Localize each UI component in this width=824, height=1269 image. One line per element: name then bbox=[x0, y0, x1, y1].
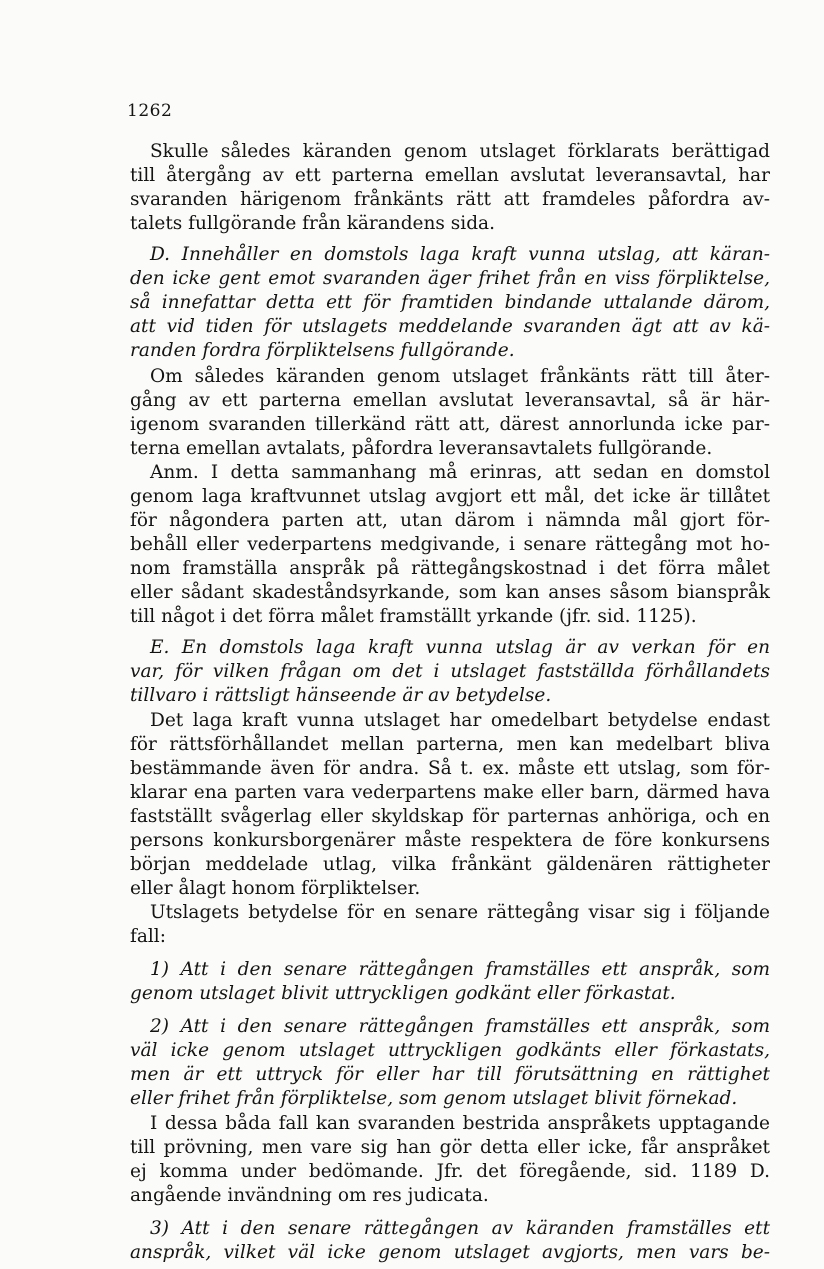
text-line: till något i det förra målet framställt yrkande (jfr. sid. 1125). bbox=[130, 606, 697, 627]
text-line: behåll eller vederpartens medgivande, i senare rättegång mot ho- bbox=[130, 534, 770, 555]
text-line: genom utslaget blivit uttryckligen godkänt eller förkastat. bbox=[130, 983, 676, 1004]
text-line: 3) Att i den senare rättegången av käranden framställes ett bbox=[150, 1218, 770, 1239]
text-line: 1) Att i den senare rättegången framställes ett anspråk, som bbox=[150, 959, 770, 980]
text-line: väl icke genom utslaget uttryckligen godkänts eller förkastats, bbox=[130, 1040, 770, 1061]
page-number: 1262 bbox=[127, 101, 173, 121]
text-line: svaranden härigenom frånkänts rätt att framdeles påfordra av- bbox=[130, 189, 770, 210]
text-line: eller sådant skadeståndsyrkande, som kan anses såsom bianspråk bbox=[130, 582, 770, 603]
text-line: gång av ett parterna emellan avslutat leveransavtal, så är här- bbox=[130, 390, 770, 411]
text-line: persons konkursborgenärer måste respektera de före konkursens bbox=[130, 830, 770, 851]
text-line: till återgång av ett parterna emellan avslutat leveransavtal, har bbox=[130, 165, 770, 186]
text-line: igenom svaranden tillerkänd rätt att, därest annorlunda icke par- bbox=[130, 414, 770, 435]
text-line: 2) Att i den senare rättegången framställes ett anspråk, som bbox=[150, 1016, 770, 1037]
text-line: klarar ena parten vara vederpartens make eller barn, därmed hava bbox=[130, 782, 770, 803]
text-line: talets fullgörande från kärandens sida. bbox=[130, 213, 495, 234]
text-line: men är ett uttryck för eller har till förutsättning en rättighet bbox=[130, 1064, 770, 1085]
text-line: Anm. I detta sammanhang må erinras, att sedan en domstol bbox=[150, 462, 770, 483]
text-line: eller frihet från förpliktelse, som genom utslaget blivit förnekad. bbox=[130, 1088, 738, 1109]
text-line: så innefattar detta ett för framtiden bindande uttalande därom, bbox=[130, 292, 770, 313]
text-line: nom framställa anspråk på rättegångskostnad i det förra målet bbox=[130, 558, 770, 579]
text-line: eller ålagt honom förpliktelser. bbox=[130, 878, 421, 899]
text-line: början meddelade utlag, vilka frånkänt gäldenären rättigheter bbox=[130, 854, 770, 875]
text-line: var, för vilken frågan om det i utslaget fastställda förhållandets bbox=[130, 661, 770, 682]
text-line: Skulle således käranden genom utslaget förklarats berättigad bbox=[150, 141, 770, 162]
text-line: till prövning, men vare sig han gör detta eller icke, får anspråket bbox=[130, 1137, 770, 1158]
text-line: bestämmande även för andra. Så t. ex. måste ett utslag, som för- bbox=[130, 758, 770, 779]
text-line: D. Innehåller en domstols laga kraft vunna utslag, att käran- bbox=[150, 244, 770, 265]
text-line: för någondera parten att, utan därom i nämnda mål gjort för- bbox=[130, 510, 770, 531]
text-line: Det laga kraft vunna utslaget har omedelbart betydelse endast bbox=[150, 710, 770, 731]
text-line: att vid tiden för utslagets meddelande svaranden ägt att av kä- bbox=[130, 316, 770, 337]
text-line: Om således käranden genom utslaget frånkänts rätt till åter- bbox=[150, 366, 770, 387]
text-line: den icke gent emot svaranden äger frihet från en viss förpliktelse, bbox=[130, 268, 770, 289]
text-line: fastställt svågerlag eller skyldskap för parternas anhöriga, och en bbox=[130, 806, 770, 827]
text-line: för rättsförhållandet mellan parterna, men kan medelbart bliva bbox=[130, 734, 770, 755]
text-line: angående invändning om res judicata. bbox=[130, 1185, 489, 1206]
text-line: tillvaro i rättsligt hänseende är av betydelse. bbox=[130, 685, 552, 706]
text-line: E. En domstols laga kraft vunna utslag är av verkan för en bbox=[150, 637, 770, 658]
text-line: Utslagets betydelse för en senare rättegång visar sig i följande bbox=[150, 902, 770, 923]
text-line: genom laga kraftvunnet utslag avgjort ett mål, det icke är tillåtet bbox=[130, 486, 770, 507]
text-line: fall: bbox=[130, 926, 166, 947]
text-line: ej komma under bedömande. Jfr. det föregående, sid. 1189 D. bbox=[130, 1161, 770, 1182]
text-line: anspråk, vilket väl icke genom utslaget avgjorts, men vars be- bbox=[130, 1242, 770, 1263]
text-line: I dessa båda fall kan svaranden bestrida anspråkets upptagande bbox=[150, 1113, 770, 1134]
text-line: terna emellan avtalats, påfordra leveransavtalets fullgörande. bbox=[130, 438, 713, 459]
text-line: randen fordra förpliktelsens fullgörande. bbox=[130, 340, 515, 361]
